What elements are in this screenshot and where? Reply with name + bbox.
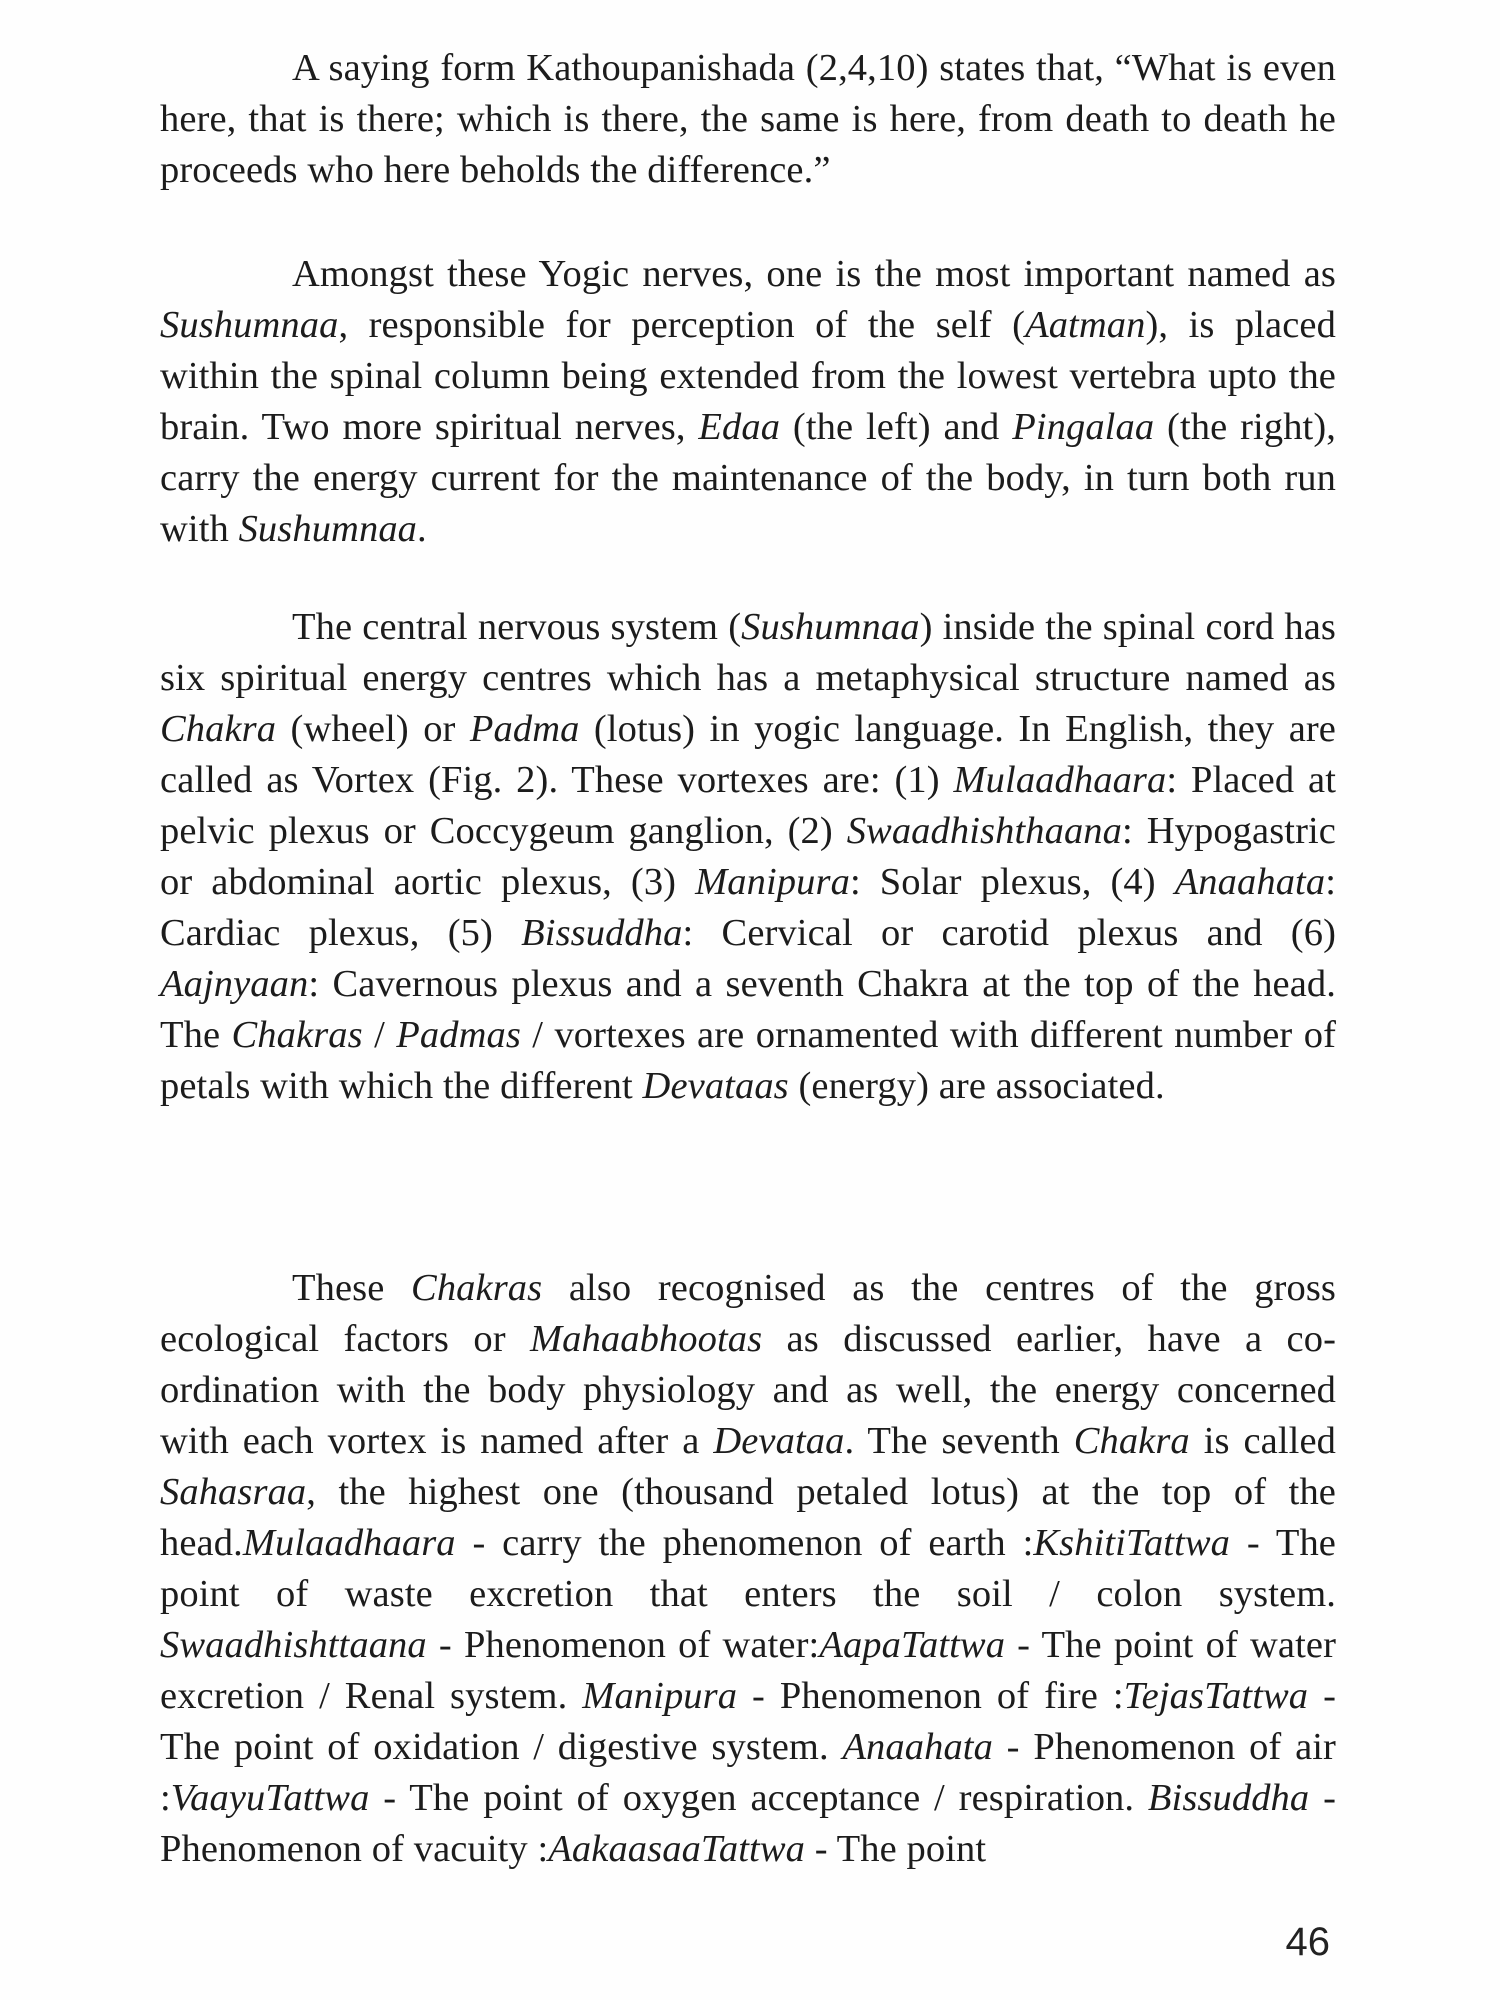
italic-term: Chakras [411, 1267, 543, 1309]
italic-term: Mahaabhootas [530, 1318, 763, 1360]
italic-term: Aajnyaan [160, 963, 309, 1005]
italic-term: Aatman [1025, 304, 1146, 346]
text-run: - The point of water excretion / Renal system. [160, 1624, 1337, 1717]
text-run: (the left) and [780, 406, 1013, 448]
text-run: - Phenomenon of fire : [737, 1675, 1124, 1717]
paragraph-3 [160, 602, 1336, 1112]
italic-term: Sushumnaa [160, 304, 339, 346]
italic-term: Chakra [160, 708, 277, 750]
italic-term: Devataa [713, 1420, 845, 1462]
italic-term: Sushumnaa [238, 508, 418, 550]
italic-term: AakaasaaTattwa [548, 1828, 805, 1870]
italic-term: Mulaadhaara [242, 1522, 456, 1564]
text-run: : Cervical or carotid plexus and (6) [682, 912, 1336, 954]
text-run: : Cardiac plexus, (5) [160, 861, 1336, 954]
text-run: (energy) are associated. [788, 1065, 1165, 1107]
text-run: as discussed earlier, have a co-ordination with the body physiology and as well, the energy concerned with each vortex is named after a [160, 1318, 1337, 1462]
text-run: - The point [805, 1828, 987, 1870]
italic-term: AapaTattwa [819, 1624, 1006, 1666]
italic-term: Bissuddha [521, 912, 683, 954]
text-run: - The point of oxygen acceptance / respiration. [369, 1777, 1148, 1819]
text-run: is called [1189, 1420, 1337, 1462]
italic-term: VaayuTattwa [170, 1777, 370, 1819]
italic-term: Sushumnaa [741, 606, 920, 648]
text-run: A saying form Kathoupanishada (2,4,10) states that, “What is even here, that is there; which is there, the same is here, from death to death he proceeds who here beholds the difference.” [160, 47, 1336, 191]
text-run: Amongst these Yogic nerves, one is the most important named as [292, 253, 1336, 295]
italic-term: Swaadhishttaana [160, 1624, 427, 1666]
paragraph-2 [160, 249, 1336, 555]
text-run: , the highest one (thousand petaled lotus) at the top of the head. [160, 1471, 1336, 1564]
text-run: : Cavernous plexus and a seventh Chakra at the top of the head. The [160, 963, 1336, 1056]
text-run: ) inside the spinal cord has six spiritual energy centres which has a metaphysical structure named as [160, 606, 1336, 699]
text-run: (lotus) in yogic language. In English, they are called as Vortex (Fig. 2). These vortexes are: (1) [160, 708, 1336, 801]
text-run: , responsible for perception of the self ( [338, 304, 1026, 346]
italic-term: Sahasraa [160, 1471, 307, 1513]
text-run: ), is placed within the spinal column being extended from the lowest vertebra upto the brain. Two more spiritual nerves, [160, 304, 1336, 448]
italic-term: TejasTattwa [1123, 1675, 1309, 1717]
italic-term: Anaahata [842, 1726, 993, 1768]
italic-term: Chakra [1073, 1420, 1190, 1462]
text-run: . [417, 508, 427, 550]
italic-term: Edaa [698, 406, 781, 448]
text-run: (wheel) or [276, 708, 470, 750]
italic-term: Padmas [396, 1014, 521, 1056]
text-run: These [292, 1267, 412, 1309]
text-run: - carry the phenomenon of earth : [455, 1522, 1034, 1564]
italic-term: Manipura [695, 861, 850, 903]
italic-term: Manipura [582, 1675, 738, 1717]
italic-term: Anaahata [1174, 861, 1326, 903]
paragraph-1 [160, 43, 1336, 196]
text-run: - Phenomenon of vacuity : [160, 1777, 1336, 1870]
text-run: also recognised as the centres of the gross ecological factors or [160, 1267, 1336, 1360]
italic-term: Pingalaa [1012, 406, 1155, 448]
italic-term: Mulaadhaara [953, 759, 1167, 801]
text-run: : Hypogastric or abdominal aortic plexus, (3) [160, 810, 1336, 903]
italic-term: KshitiTattwa [1033, 1522, 1231, 1564]
paragraph-4 [160, 1263, 1336, 1875]
text-run: . The seventh [844, 1420, 1074, 1462]
italic-term: Chakras [231, 1014, 363, 1056]
text-run: / vortexes are ornamented with different number of petals with which the different [160, 1014, 1336, 1107]
text-run: : Solar plexus, (4) [849, 861, 1175, 903]
text-run: - The point of oxidation / digestive system. [160, 1675, 1336, 1768]
text-run: / [362, 1014, 397, 1056]
italic-term: Swaadhishthaana [846, 810, 1123, 852]
page-number: 46 [1285, 1920, 1330, 1964]
text-run: - The point of waste excretion that enters the soil / colon system. [160, 1522, 1336, 1615]
text-run: - Phenomenon of air : [160, 1726, 1336, 1819]
text-run: (the right), carry the energy current for the maintenance of the body, in turn both run with [160, 406, 1336, 550]
text-run: - Phenomenon of water: [426, 1624, 820, 1666]
italic-term: Devataas [642, 1065, 789, 1107]
text-run: : Placed at pelvic plexus or Coccygeum ganglion, (2) [160, 759, 1336, 852]
italic-term: Bissuddha [1147, 1777, 1310, 1819]
italic-term: Padma [469, 708, 580, 750]
text-run: The central nervous system ( [292, 606, 742, 648]
